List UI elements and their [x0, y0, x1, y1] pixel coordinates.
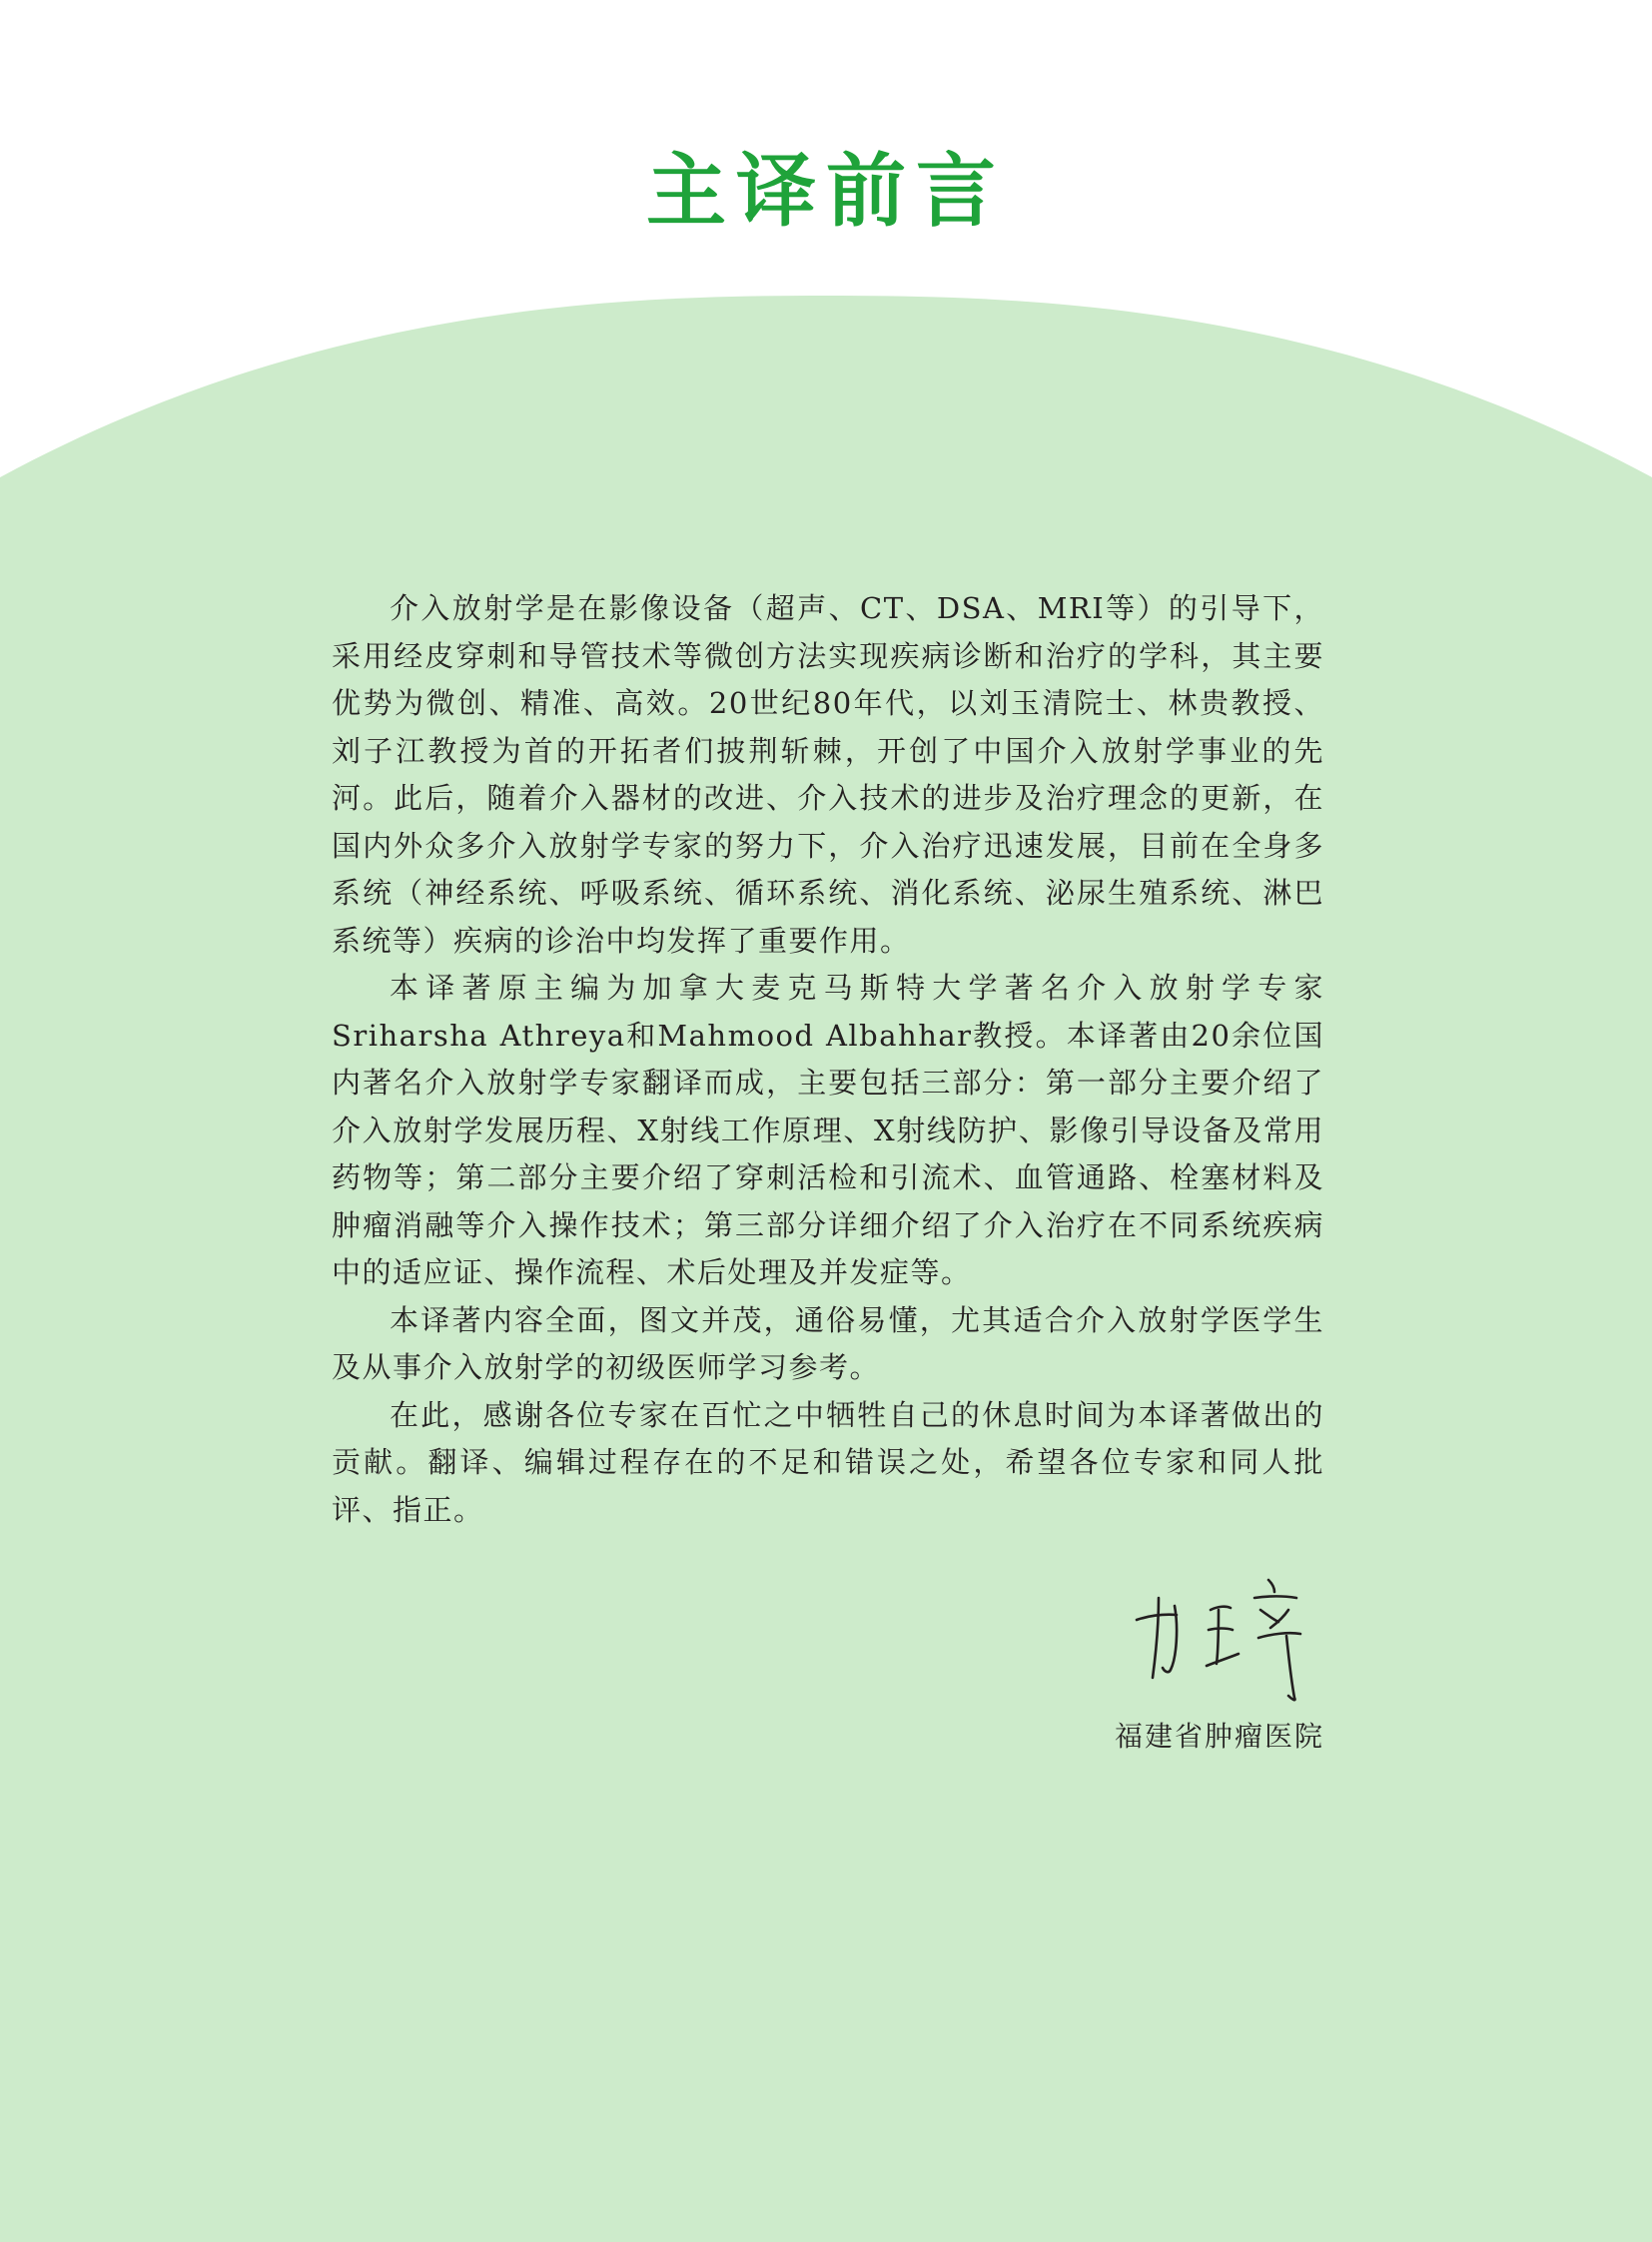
affiliation-text: 福建省肿瘤医院 [1114, 1720, 1324, 1753]
page-title: 主译前言 [646, 145, 1006, 238]
preface-paragraph: 在此，感谢各位专家在百忙之中牺牲自己的休息时间为本译著做出的贡献。翻译、编辑过程存在的不足和错误之处，希望各位专家和同人批评、指正。 [332, 1397, 1324, 1527]
preface-paragraph: 本译著原主编为加拿大麦克马斯特大学著名介入放射学专家Sriharsha Athreya和Mahmood Albahhar教授。本译著由20余位国内著名介入放射学专家翻译而成，主要包括三部分：第一部分主要介绍了介入放射学发展历程、X射线工作原理、X射线防护、影像引导设备及常用药物等；第二部分主要介绍了穿刺活检和引流术、血管通路、栓塞材料及肿瘤消融等介入操作技术；第三部分详细介绍了介入治疗在不同系统疾病中的适应证、操作流程、术后处理及并发症等。 [332, 971, 1324, 1289]
preface-paragraph: 介入放射学是在影像设备（超声、CT、DSA、MRI等）的引导下，采用经皮穿刺和导管技术等微创方法实现疾病诊断和治疗的学科，其主要优势为微创、精准、高效。20世纪80年代，以刘玉清院士、林贵教授、刘子江教授为首的开拓者们披荆斩棘，开创了中国介入放射学事业的先河。此后，随着介入器材的改进、介入技术的进步及治疗理念的更新，在国内外众多介入放射学专家的努力下，介入治疗迅速发展，目前在全身多系统（神经系统、呼吸系统、循环系统、消化系统、泌尿生殖系统、淋巴系统等）疾病的诊治中均发挥了重要作用。 [332, 591, 1324, 958]
preface-body [332, 585, 1324, 1534]
handwritten-signature [1119, 1558, 1338, 1708]
preface-paragraph: 本译著内容全面，图文并茂，通俗易懂，尤其适合介入放射学医学生及从事介入放射学的初级医师学习参考。 [332, 1302, 1324, 1384]
